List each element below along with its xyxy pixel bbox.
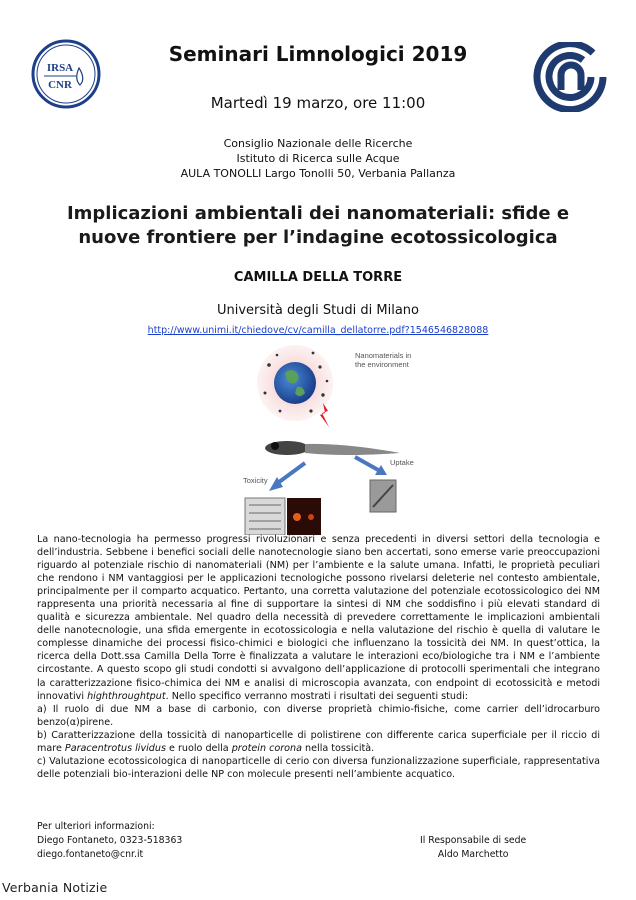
zebrafish-larva xyxy=(265,441,400,455)
study-b xyxy=(37,729,600,755)
label-nanomaterials-1: Nanomaterials in xyxy=(355,351,412,360)
abstract-italic-term: highthroughtput xyxy=(87,690,166,702)
responsible-info xyxy=(420,834,526,862)
toxicity-fluorescence-image xyxy=(287,498,321,535)
study-a: a) Il ruolo di due NM a base di carbonio, con diverse proprietà chimio-fisiche, come carrier dell’idrocarburo benzo(α)pirene. xyxy=(37,703,600,728)
abstract xyxy=(37,533,600,781)
label-nanomaterials-2: the environment xyxy=(355,360,409,369)
study-b-end: nella tossicità. xyxy=(302,742,375,754)
contact-info xyxy=(37,820,182,862)
info-label: Per ulteriori informazioni: xyxy=(37,821,155,832)
responsible-label: Il Responsabile di sede xyxy=(420,835,527,846)
venue-line-3: AULA TONOLLI Largo Tonolli 50, Verbania Pallanza xyxy=(180,167,456,180)
speaker-name: CAMILLA DELLA TORRE xyxy=(233,270,403,285)
species-name: Paracentrotus lividus xyxy=(64,742,166,754)
logo-text-irsa: IRSA xyxy=(46,62,74,74)
watermark: Verbania Notizie xyxy=(2,880,108,895)
label-toxicity: Toxicity xyxy=(243,476,268,485)
study-c: c) Valutazione ecotossicologica di nanoparticelle di cerio con diversa funzionalizzazione superficiale, rappresentativa delle potenziali bio-interazioni delle NP con molecule presenti nell’ambiente acquatico. xyxy=(37,755,600,780)
study-b-text: b) Caratterizzazione della tossicità di nanoparticelle di polistirene con differente carica superficiale per il riccio di mare xyxy=(37,729,600,754)
speaker-cv-link[interactable]: http://www.unimi.it/chiedove/cv/camilla_dellatorre.pdf?1546546828088 xyxy=(147,325,489,336)
study-b-mid: e ruolo della xyxy=(165,742,232,754)
label-uptake: Uptake xyxy=(390,458,414,467)
contact-email[interactable]: diego.fontaneto@cnr.it xyxy=(37,849,144,860)
abstract-paragraph-1 xyxy=(37,533,600,703)
protein-corona-term: protein corona xyxy=(231,742,302,754)
talk-title: Implicazioni ambientali dei nanomateriali: sfide e nuove frontiere per l’indagine ecotossicologica xyxy=(66,203,570,248)
contact-phone: Diego Fontaneto, 0323-518363 xyxy=(37,835,183,846)
uptake-arrow xyxy=(355,457,380,471)
date-line: Martedì 19 marzo, ore 11:00 xyxy=(210,94,426,112)
nanomaterials-figure xyxy=(225,345,425,535)
series-title: Seminari Limnologici 2019 xyxy=(168,42,468,66)
logo-text-cnr: CNR xyxy=(48,79,72,91)
abstract-text-end: . Nello specifico verranno mostrati i risultati dei seguenti studi: xyxy=(165,690,468,702)
responsible-name: Aldo Marchetto xyxy=(437,849,509,860)
venue-line-2: Istituto di Ricerca sulle Acque xyxy=(236,152,400,165)
speaker-affiliation: Università degli Studi di Milano xyxy=(216,303,420,318)
venue-line-1: Consiglio Nazionale delle Ricerche xyxy=(223,137,413,150)
abstract-text: La nano-tecnologia ha permesso progressi rivoluzionari e senza precedenti in diversi settori della tecnologia e dell’industria. Sebbene i benefici sociali delle nanotecnologie siano ben accertati, sono emerse varie preoccupazioni riguardo al potenziale rischio di nanomateriali (NM) per l’ambiente e la salute umana. Infatti, le proprietà peculiari che rendono i NM vantaggiosi per le applicazioni tecnologiche possono rivelarsi deleterie nel contesto ambientale, principalmente per il comparto acquatico. Pertanto, una corretta valutazione del potenziale ecotossicologico dei NM rappresenta una priorità necessaria al fine di supportare la sintesi di NM che soddisfino i più elevati standard di qualità e sicurezza ambientale. Nel quadro della necessità di prevedere correttamente le implicazioni ambientali delle nanotecnologie, una sfida emergente in ecotossicologia e nella valutazione del rischio è quella di valutare le complesse dinamiche dei processi fisico-chimici e biologici che influenzano la tossicità dei NM. In quest’ottica, la ricerca della Dott.ssa Camilla Della Torre è finalizzata a valutare le interazioni eco/biologiche tra i NM e l’ambiente circostante. A questo scopo gli studi condotti si avvalgono dell’applicazione di protocolli sperimentali che integrano la caratterizzazione fisico-chimica dei NM e analisi di microscopia avanzata, con endpoint di ecotossicità e metodi innovativi xyxy=(37,534,600,702)
